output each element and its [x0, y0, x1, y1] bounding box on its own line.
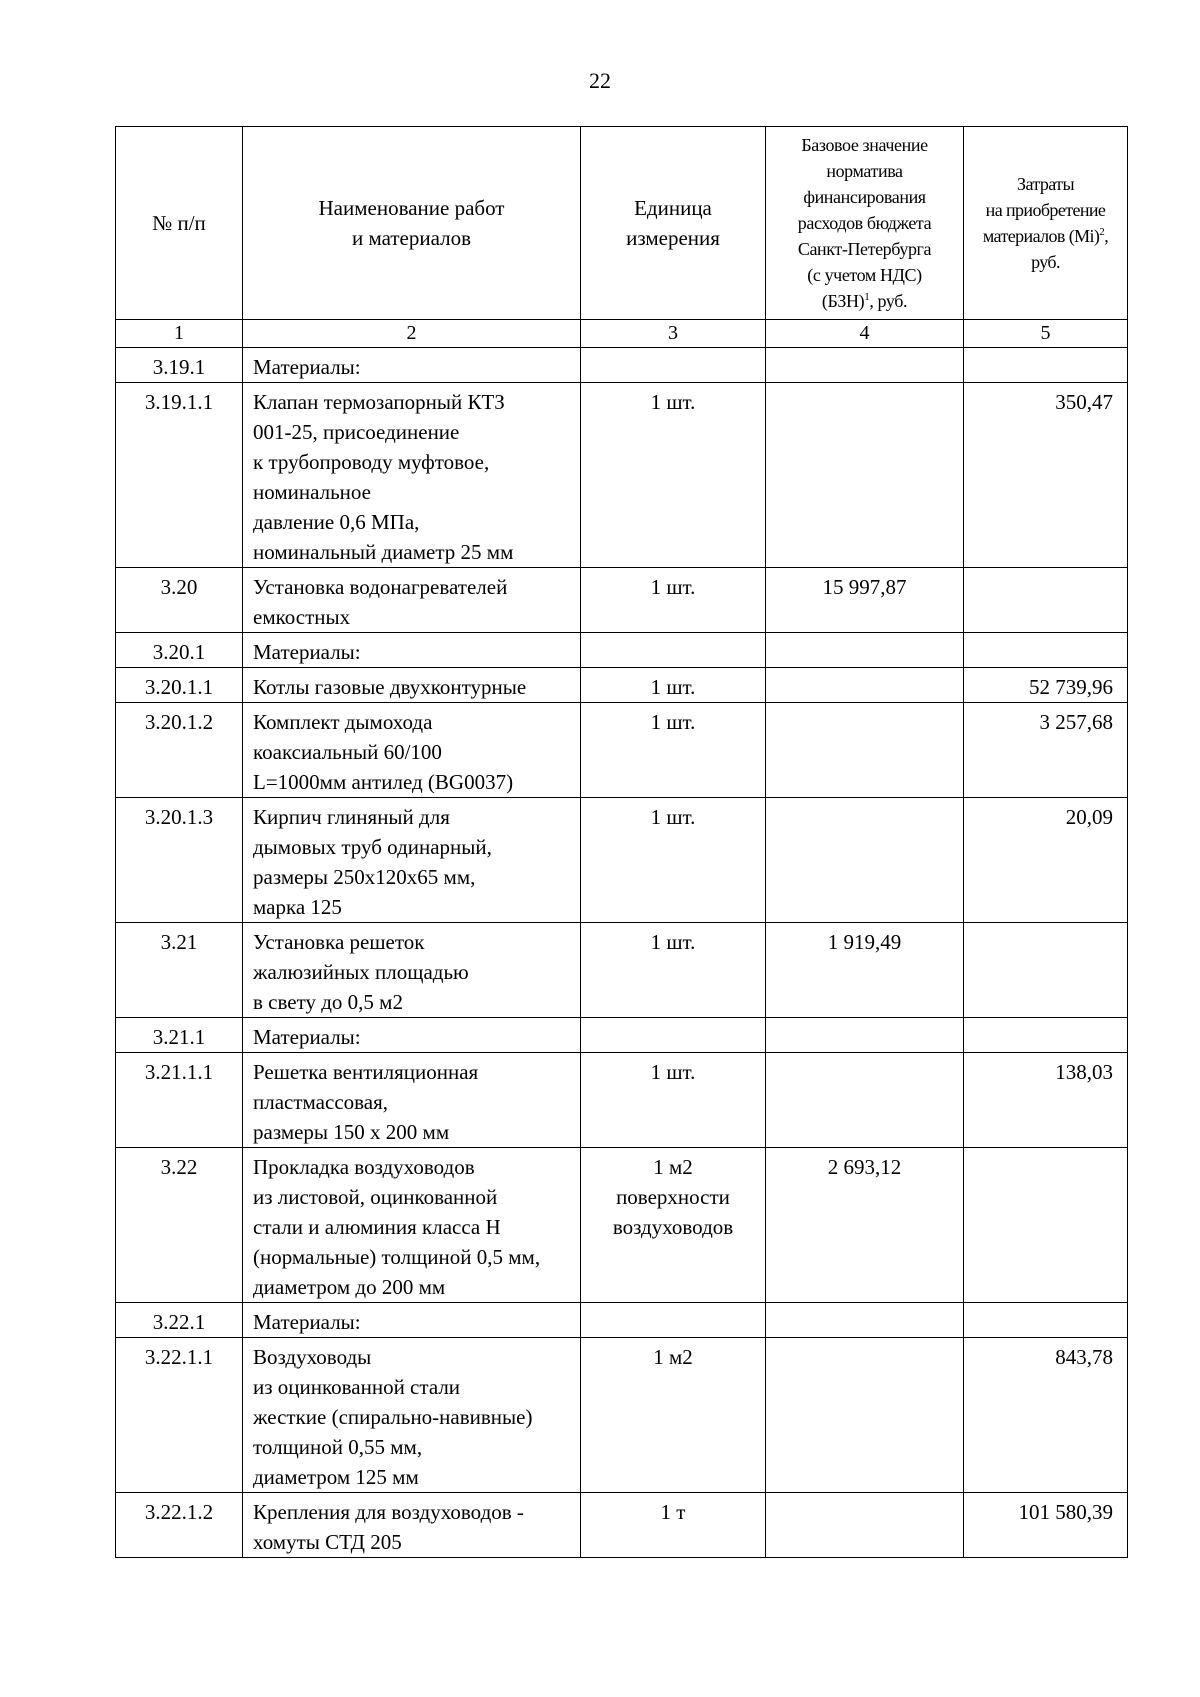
row-base-value [766, 668, 964, 703]
row-number: 3.22.1.1 [116, 1338, 243, 1493]
row-base-value: 1 919,49 [766, 923, 964, 1018]
row-base-value [766, 1338, 964, 1493]
row-material-cost [964, 923, 1128, 1018]
row-unit [581, 1018, 766, 1053]
column-index-cell: 4 [766, 320, 964, 348]
table-row [116, 568, 1128, 633]
table-row [116, 798, 1128, 923]
row-name: Материалы: [243, 348, 581, 383]
row-number: 3.21.1.1 [116, 1053, 243, 1148]
row-unit [581, 1303, 766, 1338]
norms-table [115, 126, 1128, 1558]
row-base-value [766, 1018, 964, 1053]
table-row [116, 1493, 1128, 1558]
table-row [116, 348, 1128, 383]
row-material-cost [964, 1148, 1128, 1303]
row-base-value [766, 703, 964, 798]
row-material-cost [964, 568, 1128, 633]
row-unit: 1 шт. [581, 568, 766, 633]
row-name: Кирпич глиняный для дымовых труб одинарный, размеры 250x120x65 мм, марка 125 [243, 798, 581, 923]
row-unit: 1 шт. [581, 383, 766, 568]
table-row [116, 633, 1128, 668]
row-unit: 1 т [581, 1493, 766, 1558]
row-name: Прокладка воздуховодов из листовой, оцинкованной стали и алюминия класса Н (нормальные) толщиной 0,5 мм, диаметром до 200 мм [243, 1148, 581, 1303]
row-material-cost [964, 1303, 1128, 1338]
row-number: 3.20.1.3 [116, 798, 243, 923]
header-material-cost: Затраты на приобретение материалов $(Mi)^2$, руб. [964, 127, 1128, 320]
row-material-cost: 3 257,68 [964, 703, 1128, 798]
column-index-cell: 1 [116, 320, 243, 348]
row-material-cost: 843,78 [964, 1338, 1128, 1493]
row-number: 3.20 [116, 568, 243, 633]
row-number: 3.19.1.1 [116, 383, 243, 568]
row-number: 3.20.1.2 [116, 703, 243, 798]
row-name: Материалы: [243, 1303, 581, 1338]
row-base-value: 15 997,87 [766, 568, 964, 633]
row-material-cost: 52 739,96 [964, 668, 1128, 703]
row-material-cost: 350,47 [964, 383, 1128, 568]
row-name: Котлы газовые двухконтурные [243, 668, 581, 703]
row-unit: 1 шт. [581, 798, 766, 923]
row-number: 3.21.1 [116, 1018, 243, 1053]
row-name: Воздуховоды из оцинкованной стали жесткие (спирально-навивные) толщиной 0,55 мм, диаметром 125 мм [243, 1338, 581, 1493]
row-name: Материалы: [243, 633, 581, 668]
row-base-value [766, 383, 964, 568]
column-index-cell: 2 [243, 320, 581, 348]
row-name: Установка решеток жалюзийных площадью в свету до 0,5 м2 [243, 923, 581, 1018]
table-row [116, 383, 1128, 568]
table-row [116, 923, 1128, 1018]
table-row [116, 1018, 1128, 1053]
row-number: 3.20.1 [116, 633, 243, 668]
row-base-value [766, 1303, 964, 1338]
row-number: 3.22.1 [116, 1303, 243, 1338]
row-number: 3.22 [116, 1148, 243, 1303]
row-number: 3.21 [116, 923, 243, 1018]
header-base-value: Базовое значение норматива финансирования расходов бюджета Санкт-Петербурга (с учетом НДС) (БЗН)$^1$, руб. [766, 127, 964, 320]
row-unit [581, 633, 766, 668]
row-name: Решетка вентиляционная пластмассовая, размеры 150 x 200 мм [243, 1053, 581, 1148]
row-unit: 1 шт. [581, 1053, 766, 1148]
table-row [116, 1148, 1128, 1303]
row-unit [581, 348, 766, 383]
row-name: Установка водонагревателей емкостных [243, 568, 581, 633]
row-unit: 1 шт. [581, 703, 766, 798]
header-number: № п/п [116, 127, 243, 320]
row-material-cost: 138,03 [964, 1053, 1128, 1148]
table-row [116, 1053, 1128, 1148]
row-base-value: 2 693,12 [766, 1148, 964, 1303]
row-name: Материалы: [243, 1018, 581, 1053]
row-unit: 1 м2 [581, 1338, 766, 1493]
row-name: Комплект дымохода коаксиальный 60/100 L=1000мм антилед (BG0037) [243, 703, 581, 798]
row-material-cost: 20,09 [964, 798, 1128, 923]
row-base-value [766, 1053, 964, 1148]
row-material-cost [964, 633, 1128, 668]
row-material-cost: 101 580,39 [964, 1493, 1128, 1558]
column-index-row [116, 320, 1128, 348]
row-number: 3.20.1.1 [116, 668, 243, 703]
table-row [116, 668, 1128, 703]
row-unit: 1 м2 поверхности воздуховодов [581, 1148, 766, 1303]
table-header-row [116, 127, 1128, 320]
row-number: 3.22.1.2 [116, 1493, 243, 1558]
table-row [116, 1303, 1128, 1338]
row-name: Крепления для воздуховодов - хомуты СТД 205 [243, 1493, 581, 1558]
row-material-cost [964, 348, 1128, 383]
column-index-cell: 3 [581, 320, 766, 348]
header-unit: Единица измерения [581, 127, 766, 320]
column-index-cell: 5 [964, 320, 1128, 348]
row-material-cost [964, 1018, 1128, 1053]
row-base-value [766, 348, 964, 383]
table-row [116, 703, 1128, 798]
row-number: 3.19.1 [116, 348, 243, 383]
row-unit: 1 шт. [581, 923, 766, 1018]
table-row [116, 1338, 1128, 1493]
row-name: Клапан термозапорный КТЗ 001-25, присоединение к трубопроводу муфтовое, номинальное давление 0,6 МПа, номинальный диаметр 25 мм [243, 383, 581, 568]
header-name: Наименование работ и материалов [243, 127, 581, 320]
row-base-value [766, 1493, 964, 1558]
row-unit: 1 шт. [581, 668, 766, 703]
row-base-value [766, 798, 964, 923]
row-base-value [766, 633, 964, 668]
page-number: 22 [589, 68, 611, 93]
